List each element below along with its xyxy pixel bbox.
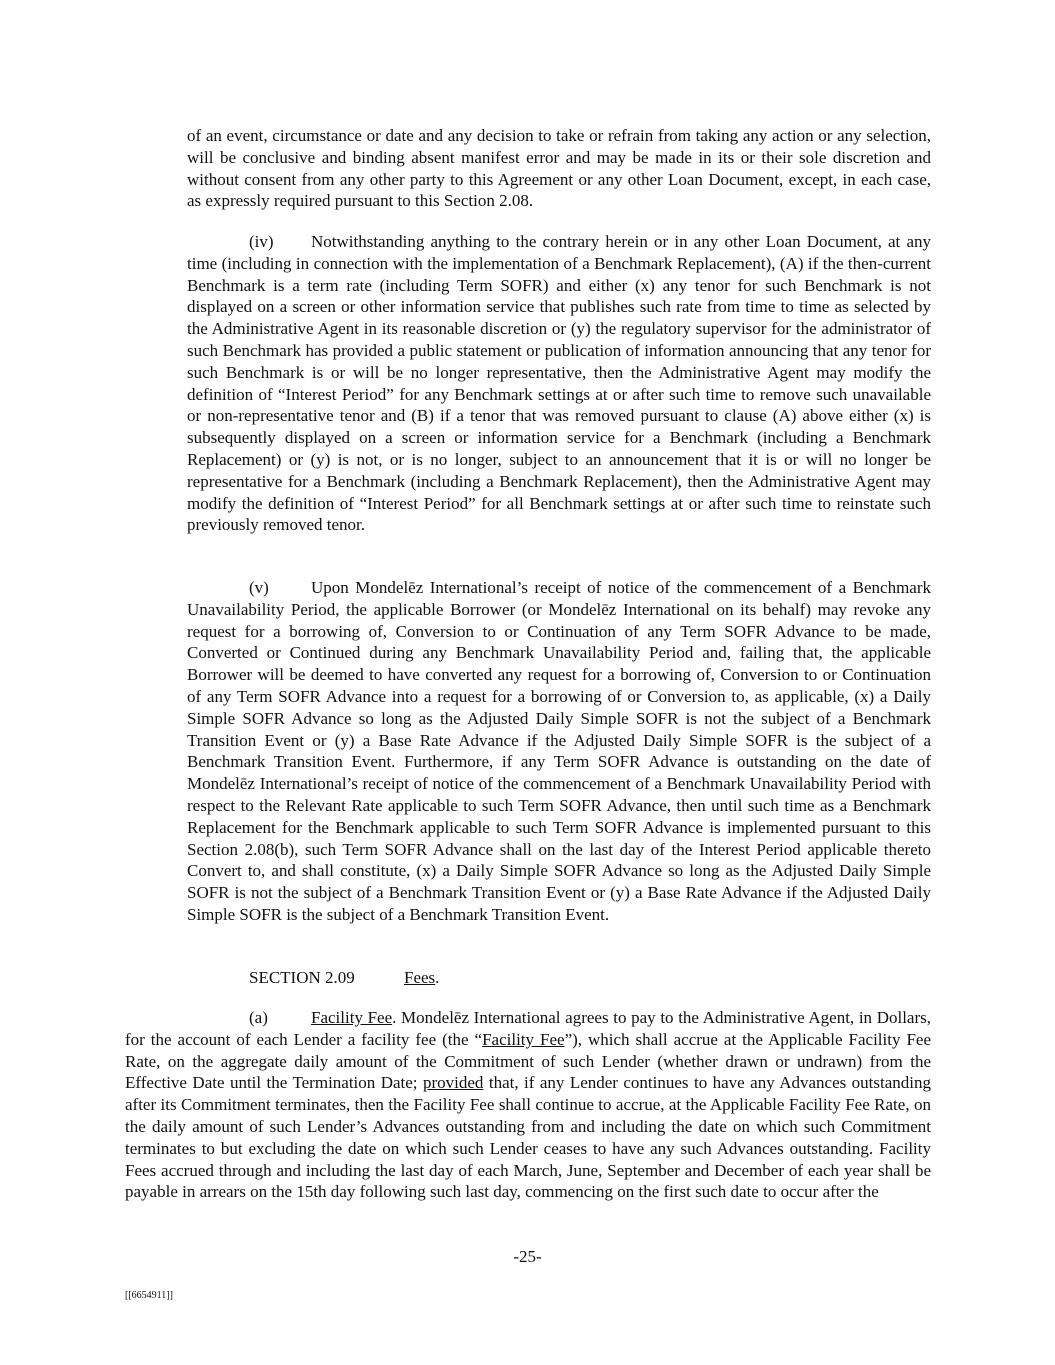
facility-fee-term: Facility Fee — [482, 1029, 565, 1049]
clause-v-paragraph — [187, 577, 931, 926]
clause-v-text: Upon Mondelēz International’s receipt of notice of the commencement of a Benchmark Unavailability Period, the applicable Borrower (or Mondelēz International on its behalf) may revoke any request for a borrowing of, Conversion to or Continuation of any Term SOFR Advance to be made, Converted or Continued during any Benchmark Unavailability Period and, failing that, the applicable Borrower will be deemed to have converted any request for a borrowing of, Conversion to or Continuation of any Term SOFR Advance into a request for a borrowing of or Conversion to, as applicable, (x) a Daily Simple SOFR Advance so long as the Adjusted Daily Simple SOFR is not the subject of a Benchmark Transition Event or (y) a Base Rate Advance if the Adjusted Daily Simple SOFR is the subject of a Benchmark Transition Event. Furthermore, if any Term SOFR Advance is outstanding on the date of Mondelēz International’s receipt of notice of the commencement of a Benchmark Unavailability Period with respect to the Relevant Rate applicable to such Term SOFR Advance, then until such time as a Benchmark Replacement for the Benchmark applicable to such Term SOFR Advance is implemented pursuant to this Section 2.08(b), such Term SOFR Advance shall on the last day of the Interest Period applicable thereto Convert to, and shall constitute, (x) a Daily Simple SOFR Advance so long as the Adjusted Daily Simple SOFR is not the subject of a Benchmark Transition Event or (y) a Base Rate Advance if the Adjusted Daily Simple SOFR is the subject of a Benchmark Transition Event. — [187, 578, 931, 924]
clause-a-text-3: that, if any Lender continues to have any Advances outstanding after its Commitment terminates, then the Facility Fee shall continue to accrue, at the Applicable Facility Fee Rate, on the daily amount of such Lender’s Advances outstanding from and including the date on which such Commitment terminates to but excluding the date on which such Lender ceases to have any such Advances outstanding. Facility Fees accrued through and including the last day of each March, June, September and December of each year shall be payable in arrears on the 15th day following such last day, commencing on the first such date to occur after the — [125, 1073, 931, 1202]
page-number: -25- — [513, 1247, 542, 1266]
clause-a-text-2: ”), which shall accrue at the Applicable Facility Fee Rate, on the aggregate daily amount of the Commitment of such Lender (whether drawn or undrawn) from the Effective Date until the Termination Date; — [125, 1029, 932, 1093]
clause-v-label: (v) — [249, 578, 269, 597]
section-title: Fees — [404, 968, 436, 987]
continuation-paragraph — [187, 125, 931, 212]
clause-iv-label: (iv) — [249, 232, 274, 251]
clause-a-title: Facility Fee — [311, 1008, 393, 1027]
continuation-text: of an event, circumstance or date and any decision to take or refrain from taking any action or any selection, will be conclusive and binding absent manifest error and may be made in its or their sole discretion and without consent from any other party to this Agreement or any other Loan Document, except, in each case, as expressly required pursuant to this Section 2.08. — [187, 126, 931, 211]
clause-a-label: (a) — [249, 1008, 268, 1027]
clause-iv-paragraph — [187, 231, 931, 536]
section-heading: SECTION 2.09 Fees. — [249, 968, 440, 987]
clause-a-text-1: Mondelēz International agrees to pay to the Administrative Agent, in Dollars, for the account of each Lender a facility fee (the “ — [125, 1008, 932, 1049]
provided-term: provided — [422, 1073, 484, 1093]
document-id: [[6654911]] — [125, 1290, 173, 1301]
clause-iv-text: Notwithstanding anything to the contrary herein or in any other Loan Document, at any time (including in connection with the implementation of a Benchmark Replacement), (A) if the then-current Benchmark is a term rate (including Term SOFR) and either (x) any tenor for such Benchmark is not displayed on a screen or other information service that publishes such rate from time to time as selected by the Administrative Agent in its reasonable discretion or (y) the regulatory supervisor for the administrator of such Benchmark has provided a public statement or publication of information announcing that any tenor for such Benchmark is or will be no longer representative, then the Administrative Agent may modify the definition of “Interest Period” for any Benchmark settings at or after such time to remove such unavailable or non-representative tenor and (B) if a tenor that was removed pursuant to clause (A) above either (x) is subsequently displayed on a screen or information service for a Benchmark (including a Benchmark Replacement) or (y) is not, or is no longer, subject to an announcement that it is or will no longer be representative for a Benchmark (including a Benchmark Replacement), then the Administrative Agent may modify the definition of “Interest Period” for all Benchmark settings at or after such time to reinstate such previously removed tenor. — [187, 232, 931, 535]
clause-a-paragraph: (a) Facility Fee. Mondelēz International agrees to pay to the Administrative Agent, in Dollars, for the account of each Lender a facility fee (the “Facility Fee”), which shall accrue at the Applicable Facility Fee Rate, on the aggregate daily amount of the Commitment of such Lender (whether drawn or undrawn) from the Effective Date until the Termination Date; provided that, if any Lender continues to have any Advances outstanding after its Commitment terminates, then the Facility Fee shall continue to accrue, at the Applicable Facility Fee Rate, on the daily amount of such Lender’s Advances outstanding from and including the date on which such Commitment terminates to but excluding the date on which such Lender ceases to have any such Advances outstanding. Facility Fees accrued through and including the last day of each March, June, September and December of each year shall be payable in arrears on the 15th day following such last day, commencing on the first such date to occur after the — [125, 1008, 932, 1202]
section-number: SECTION 2.09 — [249, 968, 355, 987]
